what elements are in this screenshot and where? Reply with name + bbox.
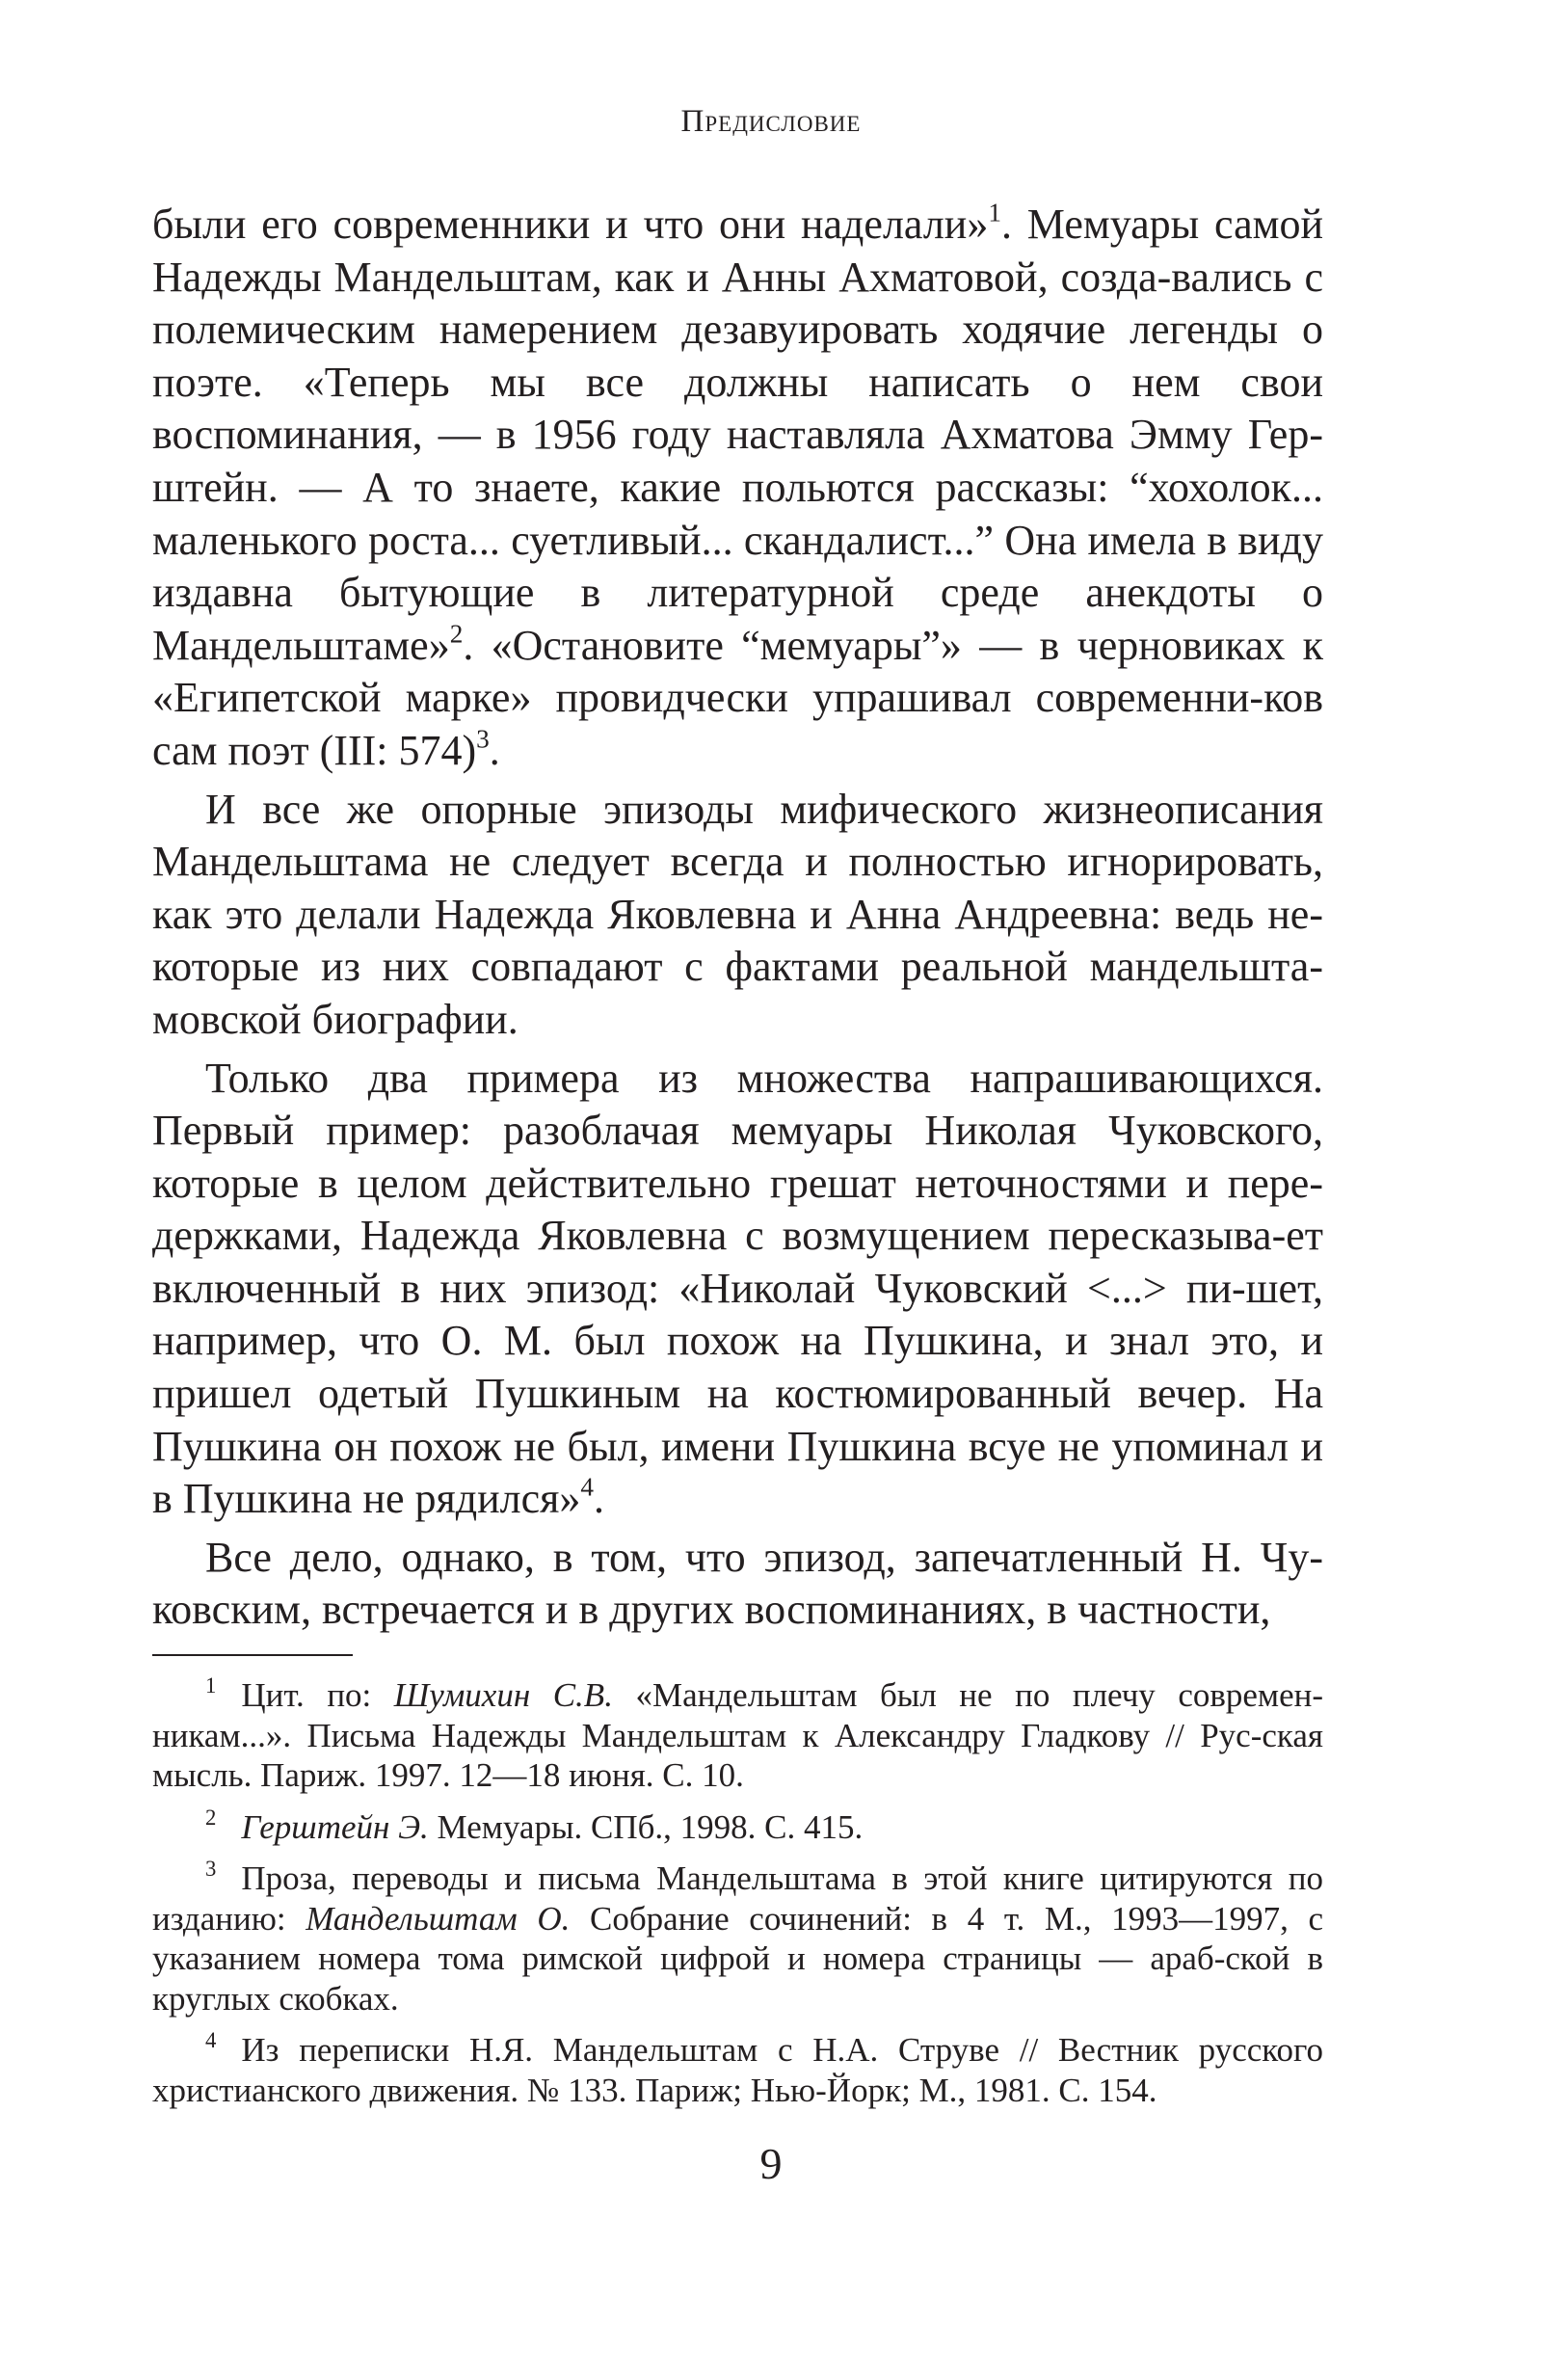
page-number: 9 <box>759 2139 783 2188</box>
footnote <box>152 1807 1323 1848</box>
paragraph <box>152 1053 1323 1526</box>
footnote-text: Цит. по: <box>241 1676 394 1714</box>
footnote-text: Мемуары. СПб., 1998. С. 415. <box>428 1807 864 1846</box>
footnote <box>152 1859 1323 2019</box>
paragraph-text: были его современники и что они наделали» <box>152 201 989 248</box>
paragraph-text: . «Остановите “мемуары”» — в черновиках к «Египетской марке» провидчески упрашивал современни-ков сам поэт (III: 574) <box>152 621 1323 774</box>
footnote-text: Из переписки Н.Я. Мандельштам с Н.А. Струве // Вестник русского христианского движения. № 133. Париж; Нью-Йорк; М., 1981. С. 154. <box>152 2031 1323 2109</box>
footnote-author: Герштейн Э. <box>241 1807 429 1846</box>
footnote-text: Собрание сочинений: в 4 т. М., 1993—1997, с указанием номера тома римской цифрой и номера страницы — араб-ской в круглых скобках. <box>152 1899 1324 2018</box>
footnote-separator <box>152 1654 353 1656</box>
footnote-author: Мандельштам О. <box>306 1899 571 1938</box>
footnote-ref[interactable]: 2 <box>449 619 464 649</box>
paragraph <box>152 199 1323 778</box>
running-header: Предисловие <box>680 104 862 139</box>
paragraph: Все дело, однако, в том, что эпизод, запечатленный Н. Чу-ковским, встречается и в других воспоминаниях, в частности, <box>152 1533 1323 1634</box>
footnote-ref[interactable]: 3 <box>476 724 490 754</box>
paragraph-text: . <box>489 726 500 774</box>
footnote-ref[interactable]: 1 <box>988 198 1001 227</box>
paragraph: И все же опорные эпизоды мифического жизнеописания Мандельштама не следует всегда и полностью игнорировать, как это делали Надежда Яковлевна и Анна Андреевна: ведь не-которые из них совпадают с фактами реальной мандельшта-мовской биографии. <box>152 785 1323 1043</box>
footnotes <box>152 1675 1323 2122</box>
footnote-number: 2 <box>205 1805 217 1830</box>
main-text <box>152 199 1323 1643</box>
footnote <box>152 2030 1323 2110</box>
footnote-number: 4 <box>205 2028 217 2053</box>
footnote-ref[interactable]: 4 <box>580 1472 595 1502</box>
footnote-text: Проза, переводы и письма Мандельштама в этой книге цитируются по изданию: <box>152 1859 1323 1938</box>
footnote-number: 3 <box>205 1857 217 1882</box>
paragraph-text: Только два примера из множества напрашивающихся. Первый пример: разоблачая мемуары Николая Чуковского, которые в целом действительно грешат неточностями и пере-держками, Надежда Яковлевна с возмущением пересказыва-ет включенный в них эпизод: «Николай Чуковский <...> пи-шет, например, что О. М. был похож на Пушкина, и знал это, и пришел одетый Пушкиным на костюмированный вечер. На Пушкина он похож не был, имени Пушкина всуе не упоминал и в Пушкина не рядился» <box>152 1054 1323 1523</box>
footnote <box>152 1675 1323 1796</box>
footnote-author: Шумихин С.В. <box>393 1676 613 1714</box>
paragraph-text: . Мемуары самой Надежды Мандельштам, как и Анны Ахматовой, созда-вались с полемическим намерением дезавуировать ходячие легенды о поэте. «Теперь мы все должны написать о нем свои воспоминания, — в 1956 году наставляла Ахматова Эмму Гер-штейн. — А то знаете, какие польются рассказы: “хохолок... маленького роста... суетливый... скандалист...” Она имела в виду издавна бытующие в литературной среде анекдоты о Мандельштаме» <box>152 201 1323 669</box>
footnote-number: 1 <box>205 1673 217 1698</box>
paragraph-text: . <box>594 1475 605 1523</box>
footnote-text: «Мандельштам был не по плечу современ-никам...». Письма Надежды Мандельштам к Александру Гладкову // Рус-ская мысль. Париж. 1997. 12—18 июня. С. 10. <box>152 1676 1323 1794</box>
